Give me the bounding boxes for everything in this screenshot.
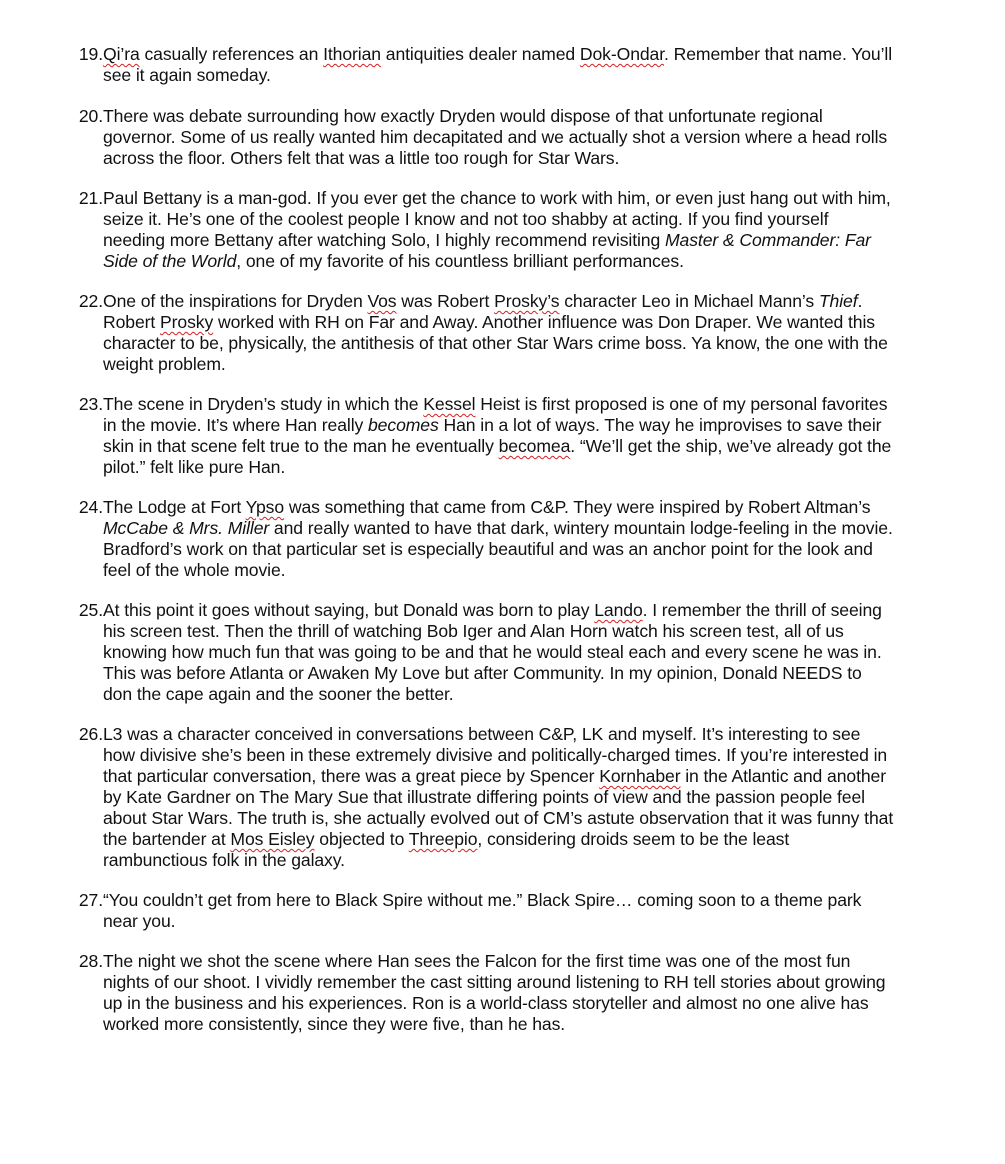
text-run: was something that came from C&P. They were inspired by Robert Altman’s (284, 497, 871, 517)
document-list (64, 44, 894, 1035)
item-number: 21. (78, 188, 103, 208)
italic-title: becomes (368, 415, 439, 435)
text-run: in the Atlantic and another by Kate Gardner on The Mary Sue that illustrate differing points of view and the passion people feel about Star Wars. The truth is, she actually evolved out of CM’s astute observation that it was funny that the bartender at (103, 766, 894, 849)
item-text (103, 188, 894, 272)
text-run: and really wanted to have that dark, wintery mountain lodge-feeling in the movie. Bradford’s work on that particular set is especially beautiful and was an anchor point for the look and feel of the whole movie. (103, 518, 893, 580)
spellcheck-word: Kornhaber (599, 766, 681, 786)
text-run: casually references an (139, 44, 324, 64)
spellcheck-word: becomea (498, 436, 571, 456)
item-number: 24. (78, 497, 103, 517)
list-item (64, 106, 894, 169)
list-item (64, 600, 894, 705)
text-run: , one of my favorite of his countless brilliant performances. (236, 251, 684, 271)
item-text (103, 394, 894, 478)
list-item (64, 724, 894, 871)
list-item (64, 497, 894, 581)
text-run: Heist is first proposed is one of my personal favorites in the movie. It’s where Han really (103, 394, 888, 435)
text-run: . Remember that name. You’ll see it again someday. (103, 44, 893, 85)
text-run: Han in a lot of ways. The way he improvises to save their skin in that scene felt true to the man he eventually (103, 415, 882, 456)
item-number: 25. (78, 600, 103, 620)
text-run: There was debate surrounding how exactly Dryden would dispose of that unfortunate regional governor. Some of us really wanted him decapitated and we actually shot a version where a head rolls across the floor. Others felt that was a little too rough for Star Wars. (103, 106, 888, 168)
text-run: , considering droids seem to be the least rambunctious folk in the galaxy. (103, 829, 790, 870)
text-run: Paul Bettany is a man-god. If you ever get the chance to work with him, or even just hang out with him, seize it. He’s one of the coolest people I know and not too shabby at acting. If you find yourself needing more Bettany after watching Solo, I highly recommend revisiting (103, 188, 891, 250)
text-run: L3 was a character conceived in conversations between C&P, LK and myself. It’s interesting to see how divisive she’s been in these extremely divisive and politically-charged times. If you’re interested in that particular conversation, there was a great piece by Spencer (103, 724, 888, 786)
item-text (103, 497, 894, 581)
item-number: 28. (78, 951, 103, 971)
list-item (64, 291, 894, 375)
item-number: 27. (78, 890, 103, 910)
italic-title: Master & Commander: Far Side of the World (103, 230, 871, 271)
italic-title: Thief (818, 291, 858, 311)
text-run: “You couldn’t get from here to Black Spire without me.” Black Spire… coming soon to a theme park near you. (103, 890, 862, 931)
spellcheck-word: Mos Eisley (230, 829, 315, 849)
spellcheck-word: Dok-Ondar (579, 44, 665, 64)
spellcheck-word: Qi’ra (103, 44, 140, 64)
spellcheck-word: Prosky’s (494, 291, 560, 311)
text-run: objected to (314, 829, 409, 849)
text-run: character Leo in Michael Mann’s (559, 291, 819, 311)
list-item (64, 44, 894, 86)
item-text (103, 44, 894, 86)
item-number: 22. (78, 291, 103, 311)
item-number: 19. (78, 44, 103, 64)
text-run: The night we shot the scene where Han sees the Falcon for the first time was one of the most fun nights of our shoot. I vividly remember the cast sitting around listening to RH tell stories about growing up in the business and his experiences. Ron is a world-class storyteller and almost no one alive has worked more consistently, since they were five, than he has. (103, 951, 886, 1034)
list-item (64, 394, 894, 478)
item-number: 23. (78, 394, 103, 414)
item-text (103, 724, 894, 871)
text-run: . Robert (103, 291, 863, 332)
spellcheck-word: Ithorian (323, 44, 381, 64)
text-run: was Robert (396, 291, 495, 311)
spellcheck-word: Prosky (160, 312, 214, 332)
item-text (103, 890, 894, 932)
spellcheck-word: Threepio (408, 829, 478, 849)
text-run: . I remember the thrill of seeing his screen test. Then the thrill of watching Bob Iger and Alan Horn watch his screen test, all of us knowing how much fun that was going to be and that he would steal each and every scene he was in. This was before Atlanta or Awaken My Love but after Community. In my opinion, Donald NEEDS to don the cape again and the sooner the better. (103, 600, 882, 704)
spellcheck-word: Vos (367, 291, 397, 311)
list-item (64, 890, 894, 932)
item-text (103, 291, 894, 375)
item-text (103, 600, 894, 705)
item-number: 26. (78, 724, 103, 744)
item-number: 20. (78, 106, 103, 126)
spellcheck-word: Ypso (245, 497, 285, 517)
text-run: worked with RH on Far and Away. Another influence was Don Draper. We wanted this character to be, physically, the antithesis of that other Star Wars crime boss. Ya know, the one with the weight problem. (103, 312, 888, 374)
text-run: . “We’ll get the ship, we’ve already got the pilot.” felt like pure Han. (103, 436, 892, 477)
item-text (103, 951, 894, 1035)
spellcheck-word: Lando (594, 600, 643, 620)
list-item (64, 188, 894, 272)
italic-title: McCabe & Mrs. Miller (103, 518, 270, 538)
spellcheck-word: Kessel (423, 394, 476, 414)
text-run: The Lodge at Fort (103, 497, 246, 517)
text-run: The scene in Dryden’s study in which the (103, 394, 424, 414)
text-run: At this point it goes without saying, but Donald was born to play (103, 600, 595, 620)
text-run: antiquities dealer named (380, 44, 580, 64)
item-text (103, 106, 894, 169)
text-run: One of the inspirations for Dryden (103, 291, 368, 311)
list-item (64, 951, 894, 1035)
